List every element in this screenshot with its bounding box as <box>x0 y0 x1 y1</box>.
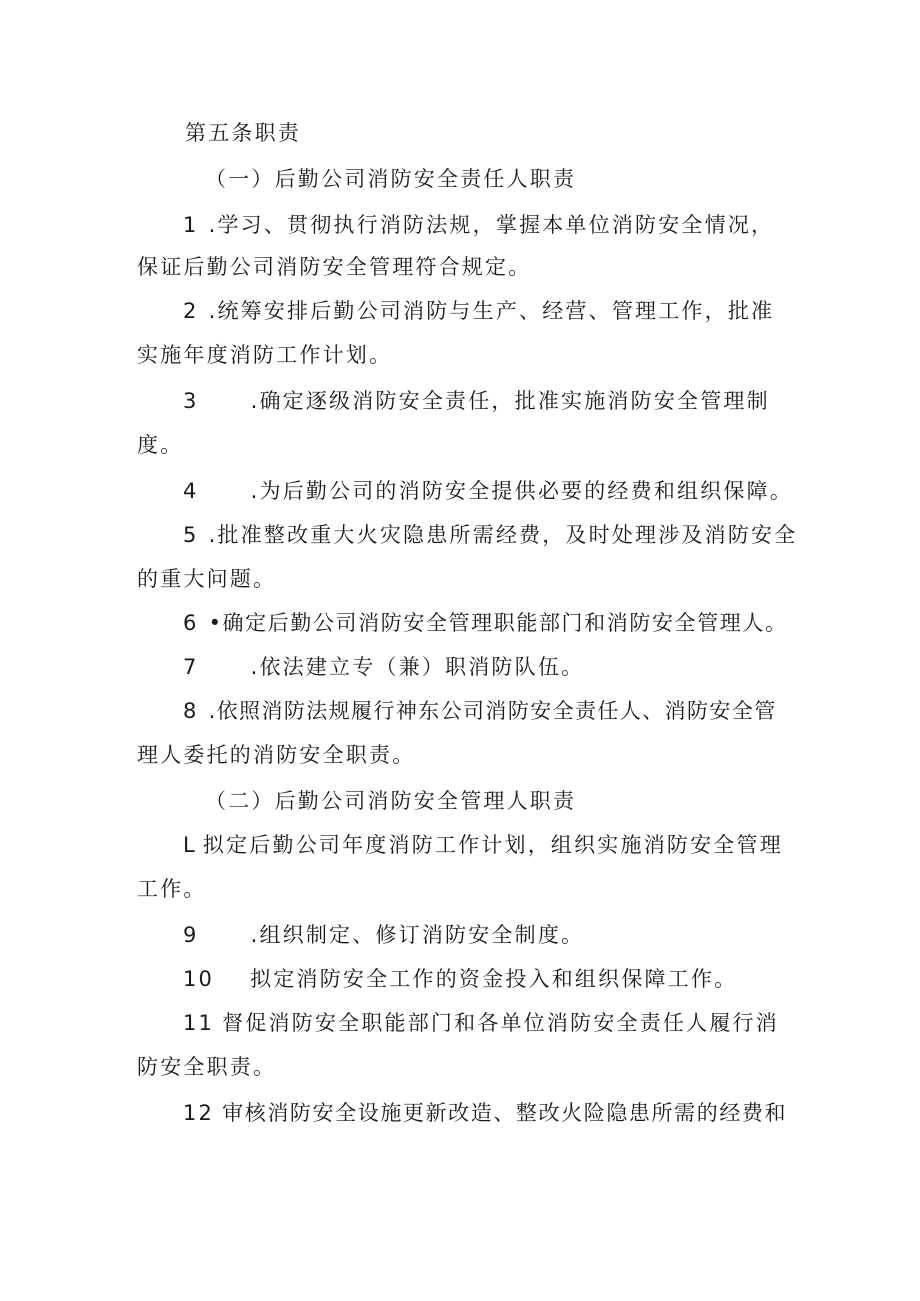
item-number: 7 <box>183 655 199 679</box>
list-item <box>183 386 770 416</box>
item-continuation: 实施年度消防工作计划。 <box>137 343 393 367</box>
item-number: 3 <box>183 389 199 413</box>
list-item <box>183 964 737 994</box>
item-text: .批准整改重大火灾隐患所需经费，及时处理涉及消防安全 <box>208 523 798 547</box>
item-text: •确定后勤公司消防安全管理职能部门和消防安全管理人。 <box>208 611 788 635</box>
item-continuation: 防安全职责。 <box>137 1055 277 1079</box>
list-item <box>183 476 793 506</box>
item-number: 10 <box>183 967 215 991</box>
section-heading-2: （二）后勤公司消防安全管理人职责 <box>205 789 577 813</box>
item-text: 督促消防安全职能部门和各单位消防安全责任人履行消 <box>222 1011 779 1035</box>
item-number: 6 <box>183 611 199 635</box>
item-text: 审核消防安全设施更新改造、整改火险隐患所需的经费和 <box>222 1101 788 1125</box>
item-number: 2 <box>183 299 199 323</box>
item-text: .组织制定、修订消防安全制度。 <box>250 923 585 947</box>
list-item <box>183 1008 779 1038</box>
item-text: .为后勤公司的消防安全提供必要的经费和组织保障。 <box>250 479 794 503</box>
article-heading: 第五条职责 <box>185 121 301 145</box>
item-text: 拟定消防安全工作的资金投入和组织保障工作。 <box>250 967 738 991</box>
item-text: .学习、贯彻执行消防法规，掌握本单位消防安全情况， <box>208 213 775 237</box>
item-number: 9 <box>183 923 199 947</box>
list-item <box>183 652 584 682</box>
item-number: L <box>183 833 197 857</box>
item-continuation: 的重大问题。 <box>137 567 277 591</box>
item-text: .确定逐级消防安全责任，批准实施消防安全管理制 <box>250 389 770 413</box>
item-number: 5 <box>183 523 199 547</box>
list-item <box>183 520 797 550</box>
section-heading-1: （一）后勤公司消防安全责任人职责 <box>205 167 577 191</box>
list-item <box>183 830 783 860</box>
list-item <box>183 696 777 726</box>
list-item <box>183 608 788 638</box>
item-text: 拟定后勤公司年度消防工作计划，组织实施消防安全管理 <box>202 833 783 857</box>
item-continuation: 度。 <box>137 433 184 457</box>
item-number: 12 <box>183 1101 215 1125</box>
item-number: 1 <box>183 213 199 237</box>
item-continuation: 工作。 <box>137 877 207 901</box>
item-text: .统筹安排后勤公司消防与生产、经营、管理工作，批准 <box>208 299 775 323</box>
item-number: 8 <box>183 699 199 723</box>
list-item <box>183 1098 787 1128</box>
item-continuation: 理人委托的消防安全职责。 <box>137 743 416 767</box>
list-item <box>183 920 584 950</box>
item-text: .依照消防法规履行神东公司消防安全责任人、消防安全管 <box>208 699 777 723</box>
item-number: 11 <box>183 1011 215 1035</box>
item-text: .依法建立专（兼）职消防队伍。 <box>250 655 585 679</box>
list-item <box>183 210 774 240</box>
item-continuation: 保证后勤公司消防安全管理符合规定。 <box>137 255 532 279</box>
list-item <box>183 296 774 326</box>
item-number: 4 <box>183 479 199 503</box>
